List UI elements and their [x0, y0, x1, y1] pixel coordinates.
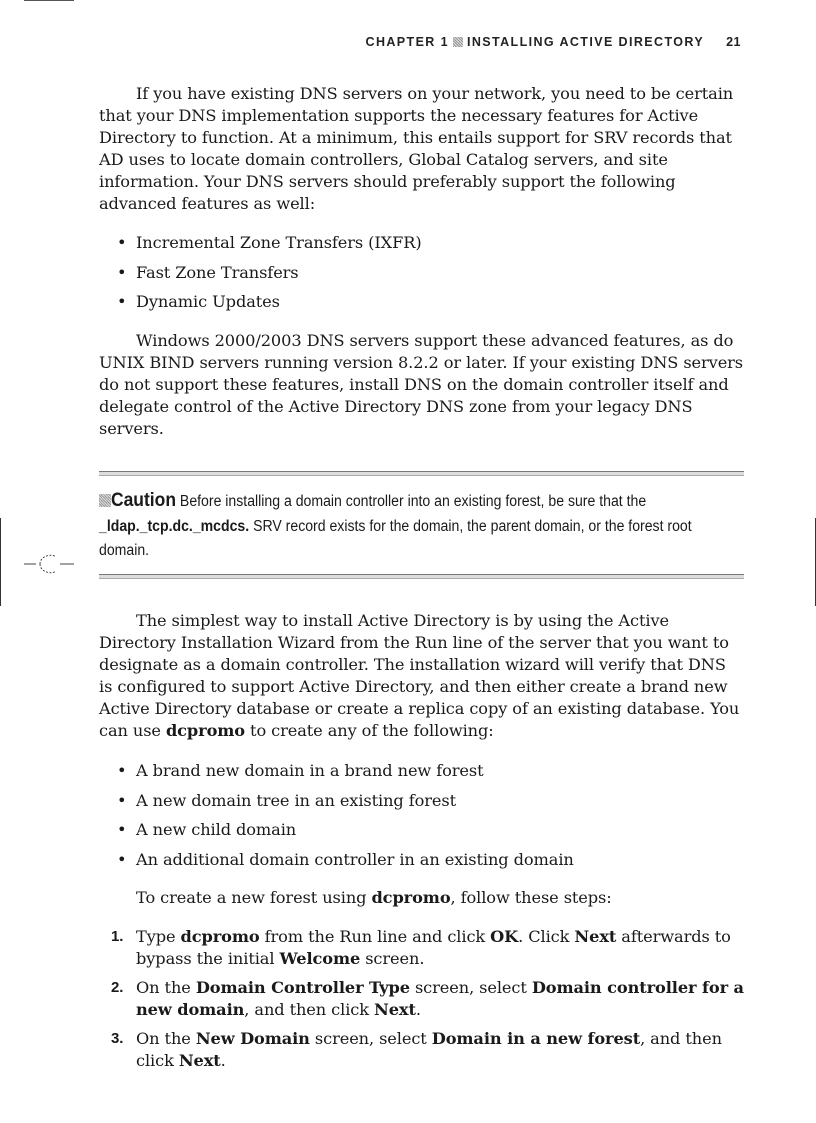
running-header: [366, 35, 741, 49]
list-item: • A new child domain: [99, 819, 744, 849]
caution-box: [99, 489, 743, 564]
caution-square-icon: [99, 494, 111, 507]
caution-text-after: SRV record exists for the domain, the parent domain, or the forest root domain.: [99, 517, 692, 559]
chapter-title: INSTALLING ACTIVE DIRECTORY: [466, 35, 705, 49]
list-item: • A new domain tree in an existing forest: [99, 790, 744, 820]
bullet-list-dcpromo-options: [99, 760, 744, 878]
list-item: • Dynamic Updates: [99, 291, 744, 321]
caution-text-before: Before installing a domain controller into an existing forest, be sure that the: [179, 493, 647, 510]
list-item: • Incremental Zone Transfers (IXFR): [99, 232, 744, 262]
chapter-label: CHAPTER 1: [365, 35, 449, 49]
left-crop-line: [0, 518, 1, 606]
bullet-list-dns-features: [99, 232, 744, 321]
caution-record: _ldap._tcp.dc._mcdcs.: [99, 517, 250, 535]
list-item: • Fast Zone Transfers: [99, 262, 744, 292]
paragraph-dns-requirements: If you have existing DNS servers on your network, you need to be certain that your DNS implementation supports the necessary features for Active Directory to function. At a minimum, this entails support for SRV records that AD uses to locate domain controllers, Global Catalog servers, and site information. Your DNS servers should preferably support the following advanced features as well:: [99, 84, 734, 213]
separator-square-icon: [453, 37, 463, 47]
paragraph-windows-dns: Windows 2000/2003 DNS servers support these advanced features, as do UNIX BIND servers running version 8.2.2 or later. If your existing DNS servers do not support these features, install DNS on the domain controller itself and delegate control of the Active Directory DNS zone from your legacy DNS servers.: [99, 331, 744, 438]
step-item: 3. On the New Domain screen, select Domain in a new forest, and then click Next.: [111, 1029, 722, 1070]
step-item: 2. On the Domain Controller Type screen, select Domain controller for a new domain, and then click Next.: [111, 978, 744, 1019]
registration-mark-icon: [18, 551, 78, 581]
numbered-steps: [99, 926, 744, 1079]
command-dcpromo: dcpromo: [165, 721, 245, 740]
step-item: 1. Type dcpromo from the Run line and click OK. Click Next afterwards to bypass the initial Welcome screen.: [111, 927, 731, 968]
paragraph-install-wizard: The simplest way to install Active Directory is by using the Active Directory Installation Wizard from the Run line of the server that you want to designate as a domain controller. The installation wizard will verify that DNS is configured to support Active Directory, and then either create a brand new Active Directory database or create a replica copy of an existing database. You can use dcpromo to create any of the following:: [99, 611, 740, 740]
list-item: • An additional domain controller in an existing domain: [99, 849, 744, 879]
top-trim-line: [24, 0, 74, 1]
caution-label: Caution: [110, 490, 177, 511]
caution-bottom-rule: [99, 574, 744, 579]
command-dcpromo: dcpromo: [371, 888, 451, 907]
paragraph-steps-intro: To create a new forest using dcpromo, follow these steps:: [136, 888, 612, 907]
list-item: • A brand new domain in a brand new forest: [99, 760, 744, 790]
caution-top-rule: [99, 471, 744, 476]
page-number: 21: [726, 35, 741, 49]
